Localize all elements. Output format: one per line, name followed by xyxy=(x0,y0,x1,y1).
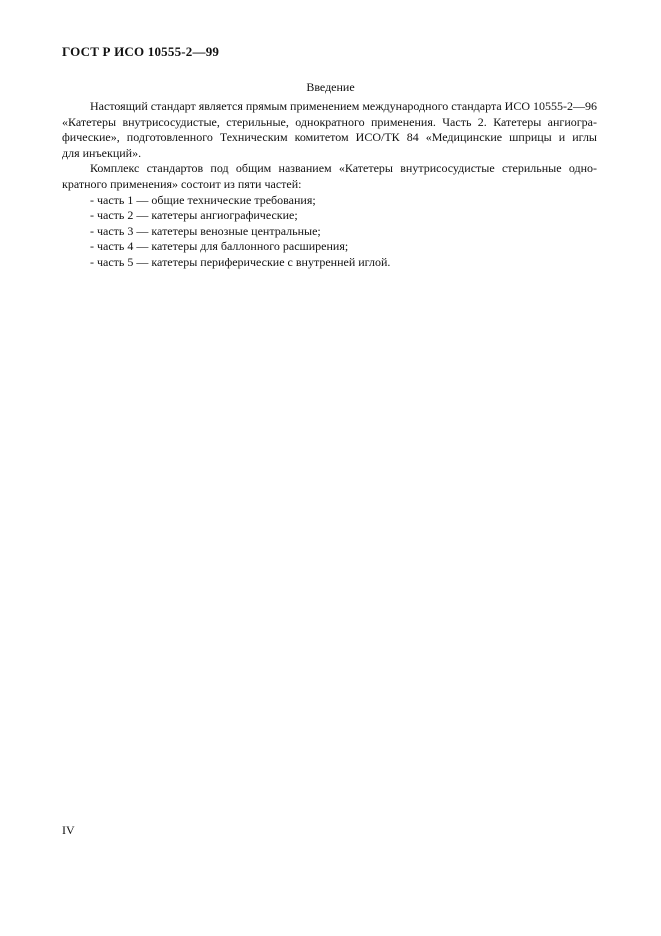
list-item: - часть 4 — катетеры для баллонного расширения; xyxy=(90,239,349,254)
paragraph-line: кратного применения» состоит из пяти частей: xyxy=(62,176,302,191)
paragraph-line: Настоящий стандарт является прямым применением международного стандарта ИСО 10555-2—96 xyxy=(90,99,597,113)
page-number: IV xyxy=(62,823,75,837)
paragraph-2 xyxy=(62,161,597,192)
paragraph-line: Комплекс стандартов под общим названием «Катетеры внутрисосудистые стерильные одно- xyxy=(90,161,597,176)
paragraph-line: для инъекций». xyxy=(62,145,142,160)
document-header: ГОСТ Р ИСО 10555-2—99 xyxy=(62,44,220,59)
section-title: Введение xyxy=(306,80,355,94)
list-item: - часть 3 — катетеры венозные центральные; xyxy=(90,223,321,238)
document-body xyxy=(62,99,597,271)
paragraph-line: «Катетеры внутрисосудистые, стерильные, однократного применения. Часть 2. Катетеры ангиогра- xyxy=(62,114,597,129)
paragraph-1 xyxy=(62,99,597,161)
parts-list xyxy=(62,193,597,271)
list-item: - часть 1 — общие технические требования; xyxy=(90,192,316,207)
list-item: - часть 2 — катетеры ангиографические; xyxy=(90,208,298,223)
list-item: - часть 5 — катетеры периферические с внутренней иглой. xyxy=(90,254,391,269)
paragraph-line: фические», подготовленного Техническим комитетом ИСО/ТК 84 «Медицинские шприцы и иглы xyxy=(62,130,597,145)
